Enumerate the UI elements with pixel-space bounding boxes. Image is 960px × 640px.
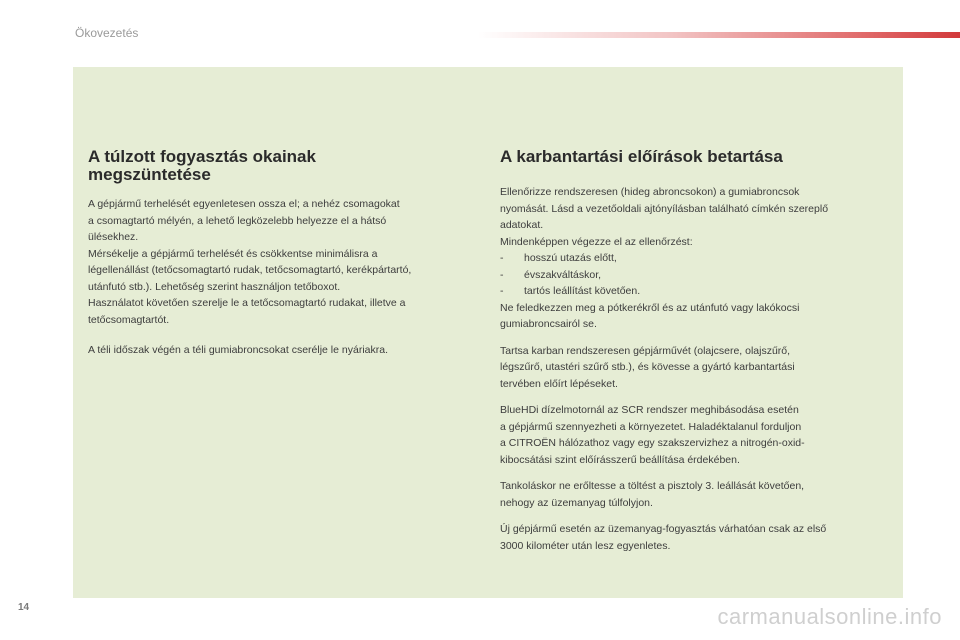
header-accent-bar xyxy=(478,32,960,38)
watermark-text: carmanualsonline.info xyxy=(717,604,942,629)
left-column xyxy=(88,148,478,359)
left-paragraph-1: A gépjármű terhelését egyenletesen ossza el; a nehéz csomagokat a csomagtartó mélyén, a lehető legközelebb helyezze el a hátsó ülésekhez. Mérsékelje a gépjármű terhelését és csökkentse minimálisra a légellenállást (tetőcsomagtartó rudak, tetőcsomagtartó, kerékpártartó, utánfutó stb.). Lehetőség szerint használjon tetőboxot. Használatot követően szerelje le a tetőcsomagtartó rudakat, illetve a tetőcsomagtartót. xyxy=(88,198,412,326)
check-list xyxy=(500,250,895,300)
right-column xyxy=(500,148,895,554)
right-paragraph-5: Új gépjármű esetén az üzemanyag-fogyasztás várhatóan csak az első 3000 kilométer után lesz egyenletes. xyxy=(500,523,827,552)
left-paragraph-2: A téli időszak végén a téli gumiabroncsokat cserélje le nyáriakra. xyxy=(88,344,388,356)
right-paragraph-1: Ellenőrizze rendszeresen (hideg abroncsokon) a gumiabroncsok nyomását. Lásd a vezetőoldali ajtónyílásban található címkén szereplő adatokat. Mindenképpen végezze el az ellenőrzést: xyxy=(500,186,829,248)
list-item: - évszakváltáskor, xyxy=(500,267,895,284)
right-paragraph-1-end: Ne feledkezzen meg a pótkerékről és az utánfutó vagy lakókocsi gumiabroncsairól se. xyxy=(500,301,800,330)
right-heading: A karbantartási előírások betartása xyxy=(500,147,783,166)
list-item: - tartós leállítást követően. xyxy=(500,283,895,300)
right-paragraph-3: BlueHDi dízelmotornál az SCR rendszer meghibásodása esetén a gépjármű szennyezheti a környezetet. Haladéktalanul forduljon a CITROËN hálózathoz vagy egy szakszervizhez a nitrogén-oxid- kibocsátási szint előírásszerű beállítása érdekében. xyxy=(500,404,805,466)
right-paragraph-2: Tartsa karban rendszeresen gépjárművét (olajcsere, olajszűrő, légszűrő, utastéri szűrő stb.), és kövesse a gyártó karbantartási tervében előírt lépéseket. xyxy=(500,344,795,390)
list-item: - hosszú utazás előtt, xyxy=(500,250,895,267)
page-number: 14 xyxy=(18,602,30,613)
left-heading: A túlzott fogyasztás okainak megszüntetése xyxy=(88,147,316,184)
page-header-title: Ökovezetés xyxy=(75,26,139,40)
right-paragraph-4: Tankoláskor ne erőltesse a töltést a pisztoly 3. leállását követően, nehogy az üzemanyag túlfolyjon. xyxy=(500,480,805,509)
